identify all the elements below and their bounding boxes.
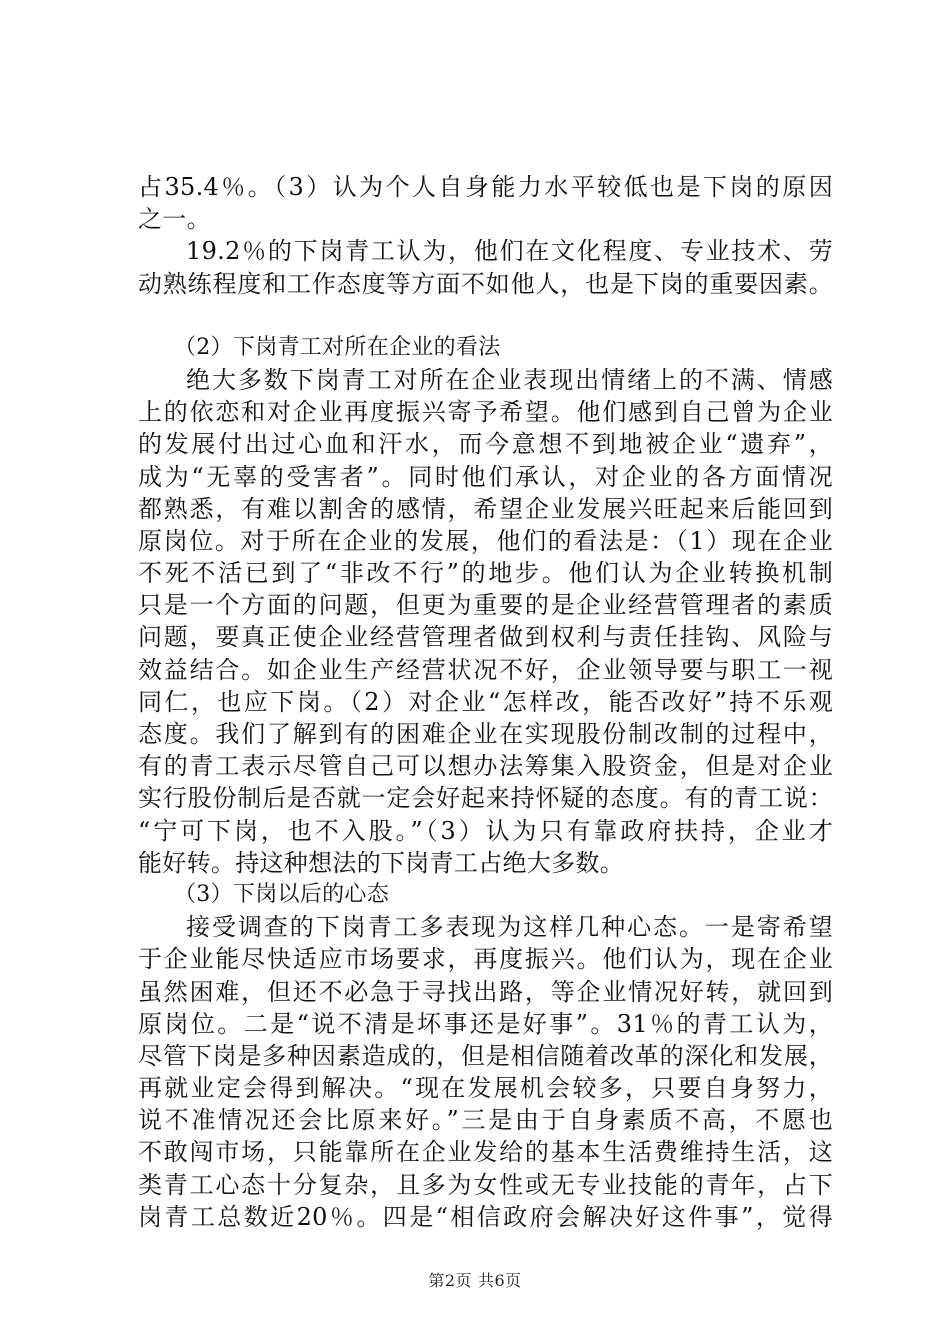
page-total: 共6页	[478, 1271, 522, 1290]
text-line: 占35.4％。（3）认为个人自身能力水平较低也是下岗的原因	[138, 173, 833, 201]
section-heading: （3）下岗以后的心态	[174, 881, 389, 907]
text-line: 问题，要真正使企业经营管理者做到权利与责任挂钩、风险与	[138, 623, 833, 652]
text-line: 原岗位。对于所在企业的发展，他们的看法是：（1）现在企业	[138, 526, 833, 555]
text-line: 原岗位。二是“说不清是坏事还是好事”。31％的青工认为，	[138, 1009, 833, 1038]
body-text	[138, 171, 833, 1233]
text-line: 效益结合。如企业生产经营状况不好，企业领导要与职工一视	[138, 655, 833, 684]
text-line: 都熟悉，有难以割舍的感情，希望企业发展兴旺起来后能回到	[138, 494, 833, 523]
text-line: 不死不活已到了“非改不行”的地步。他们认为企业转换机制	[138, 559, 833, 588]
page-footer	[0, 1268, 950, 1291]
text-line: 态度。我们了解到有的困难企业在实现股份制改制的过程中，	[138, 720, 833, 748]
text-line: 之一。	[138, 205, 211, 234]
paragraph-gap	[138, 300, 833, 332]
text-line: 不敢闯市场，只能靠所在企业发给的基本生活费维持生活，这	[138, 1138, 833, 1167]
page-number: 第2页	[428, 1271, 472, 1290]
text-line: 绝大多数下岗青工对所在企业表现出情绪上的不满、情感	[186, 365, 833, 394]
text-line: 岗青工总数近20％。四是“相信政府会解决好这件事”，觉得	[138, 1202, 833, 1231]
text-line: “宁可下岗，也不入股。”（3）认为只有靠政府扶持，企业才	[138, 816, 833, 845]
text-line: 再就业定会得到解决。“现在发展机会较多，只要自身努力，	[138, 1074, 833, 1103]
section-heading: （2）下岗青工对所在企业的看法	[174, 334, 501, 360]
text-line: 上的依恋和对企业再度振兴寄予希望。他们感到自己曾为企业	[138, 398, 833, 427]
text-line: 尽管下岗是多种因素造成的，但是相信随着改革的深化和发展，	[138, 1041, 833, 1070]
text-line: 19.2％的下岗青工认为，他们在文化程度、专业技术、劳	[186, 237, 833, 266]
text-line: 有的青工表示尽管自己可以想办法筹集入股资金，但是对企业	[138, 752, 833, 781]
text-line: 能好转。持这种想法的下岗青工占绝大多数。	[138, 848, 624, 877]
text-line: 成为“无辜的受害者”。同时他们承认，对企业的各方面情况	[138, 462, 833, 491]
text-line: 接受调查的下岗青工多表现为这样几种心态。一是寄希望	[186, 913, 833, 942]
text-line: 于企业能尽快适应市场要求，再度振兴。他们认为，现在企业	[138, 945, 833, 974]
text-line: 类青工心态十分复杂，且多为女性或无专业技能的青年，占下	[138, 1170, 833, 1199]
text-line: 实行股份制后是否就一定会好起来持怀疑的态度。有的青工说：	[138, 784, 833, 813]
text-line: 同仁，也应下岗。（2）对企业“怎样改，能否改好”持不乐观	[138, 687, 833, 716]
text-line: 虽然困难，但还不必急于寻找出路，等企业情况好转，就回到	[138, 977, 833, 1006]
text-line: 的发展付出过心血和汗水，而今意想不到地被企业“遗弃”，	[138, 430, 833, 459]
text-line: 动熟练程度和工作态度等方面不如他人，也是下岗的重要因素。	[138, 269, 833, 298]
text-line: 说不准情况还会比原来好。”三是由于自身素质不高，不愿也	[138, 1106, 833, 1135]
text-line: 只是一个方面的问题，但更为重要的是企业经营管理者的素质	[138, 591, 833, 620]
